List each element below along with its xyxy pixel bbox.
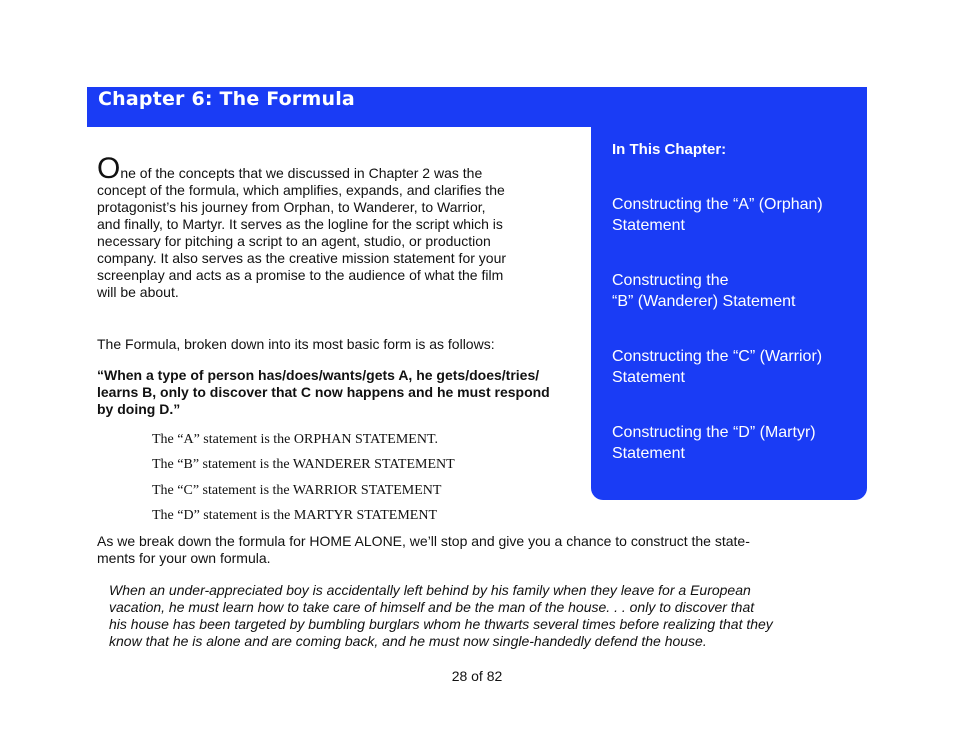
sidebar-link-line: Constructing the “D” (Martyr)	[612, 424, 816, 441]
sidebar-link-line: Statement	[612, 369, 685, 386]
sidebar-link-warrior-statement[interactable]	[612, 346, 852, 388]
sidebar-link-line: “B” (Wanderer) Statement	[612, 293, 796, 310]
intro-line: screenplay and acts as a promise to the audience of what the film	[97, 267, 504, 283]
page-number: 28 of 82	[451, 668, 503, 684]
chapter-title: Chapter 6: The Formula	[98, 88, 355, 110]
sidebar-link-line: Statement	[612, 217, 685, 234]
statement-c: The “C” statement is the WARRIOR STATEMENT	[152, 483, 442, 498]
formula-statement	[97, 367, 572, 418]
intro-line: will be about.	[97, 284, 179, 300]
home-alone-example	[109, 582, 809, 650]
example-line: When an under-appreciated boy is accidentally left behind by his family when they leave for a European	[109, 582, 751, 598]
sidebar-link-line: Constructing the “C” (Warrior)	[612, 348, 823, 365]
sidebar-link-line: Statement	[612, 445, 685, 462]
breakdown-line: ments for your own formula.	[97, 550, 271, 566]
intro-line: ne of the concepts that we discussed in Chapter 2 was the	[120, 165, 483, 181]
sidebar-link-martyr-statement[interactable]	[612, 422, 852, 464]
formula-intro: The Formula, broken down into its most basic form is as follows:	[97, 336, 495, 352]
example-line: vacation, he must learn how to take care of himself and be the man of the house. . . only to discover that	[109, 599, 755, 615]
statement-b: The “B” statement is the WANDERER STATEMENT	[152, 457, 455, 472]
drop-cap: O	[97, 152, 121, 185]
sidebar-link-wanderer-statement[interactable]	[612, 270, 852, 312]
statement-d: The “D” statement is the MARTYR STATEMENT	[152, 508, 437, 523]
intro-paragraph	[97, 152, 527, 301]
intro-line: company. It also serves as the creative mission statement for your	[97, 250, 507, 266]
intro-line: concept of the formula, which amplifies, expands, and clarifies the	[97, 182, 505, 198]
example-line: his house has been targeted by bumbling burglars whom he thwarts several times before realizing that they	[109, 616, 773, 632]
intro-line: and finally, to Martyr. It serves as the logline for the script which is	[97, 216, 503, 232]
intro-line: necessary for pitching a script to an agent, studio, or production	[97, 233, 491, 249]
sidebar-link-orphan-statement[interactable]	[612, 194, 852, 236]
intro-line: protagonist’s his journey from Orphan, to Wanderer, to Warrior,	[97, 199, 486, 215]
statement-a: The “A” statement is the ORPHAN STATEMENT.	[152, 432, 438, 447]
formula-line: “When a type of person has/does/wants/gets A, he gets/does/tries/	[97, 367, 540, 383]
sidebar-link-line: Constructing the	[612, 272, 729, 289]
sidebar-link-line: Constructing the “A” (Orphan)	[612, 196, 823, 213]
formula-line: by doing D.”	[97, 401, 181, 417]
example-line: know that he is alone and are coming back, and he must now single-handedly defend the house.	[109, 633, 707, 649]
breakdown-line: As we break down the formula for HOME ALONE, we’ll stop and give you a chance to construct the state-	[97, 533, 750, 549]
breakdown-paragraph	[97, 533, 787, 567]
formula-line: learns B, only to discover that C now happens and he must respond	[97, 384, 550, 400]
sidebar-heading: In This Chapter:	[612, 141, 727, 158]
